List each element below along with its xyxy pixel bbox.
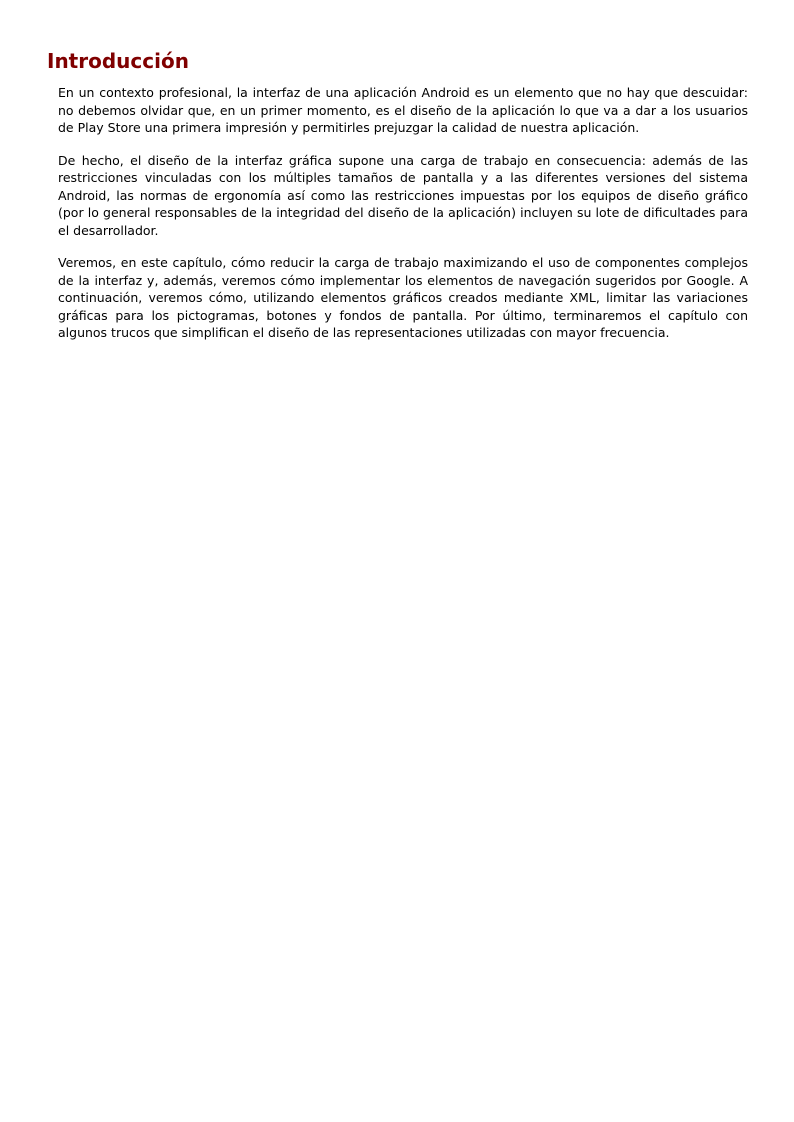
section-title: Introducción xyxy=(47,49,189,73)
paragraph-chapter-plan: Veremos, en este capítulo, cómo reducir la carga de trabajo maximizando el uso de componentes complejos de la interfaz y, además, veremos cómo implementar los elementos de navegación sugeridos por Google. A continuación, veremos cómo, utilizando elementos gráficos creados mediante XML, limitar las variaciones gráficas para los pictogramas, botones y fondos de pantalla. Por último, terminaremos el capítulo con algunos trucos que simplifican el diseño de las representaciones utilizadas con mayor frecuencia. xyxy=(58,255,748,340)
paragraph-intro: En un contexto profesional, la interfaz de una aplicación Android es un elemento que no hay que descuidar: no debemos olvidar que, en un primer momento, es el diseño de la aplicación lo que va a dar a los usuarios de Play Store una primera impresión y permitirles prejuzgar la calidad de nuestra aplicación. xyxy=(58,85,748,135)
section-body xyxy=(58,84,748,357)
paragraph-workload: De hecho, el diseño de la interfaz gráfica supone una carga de trabajo en consecuencia: además de las restricciones vinculadas con los múltiples tamaños de pantalla y a las diferentes versiones del sistema Android, las normas de ergonomía así como las restricciones impuestas por los equipos de diseño gráfico (por lo general responsables de la integridad del diseño de la aplicación) incluyen su lote de dificultades para el desarrollador. xyxy=(58,152,748,238)
